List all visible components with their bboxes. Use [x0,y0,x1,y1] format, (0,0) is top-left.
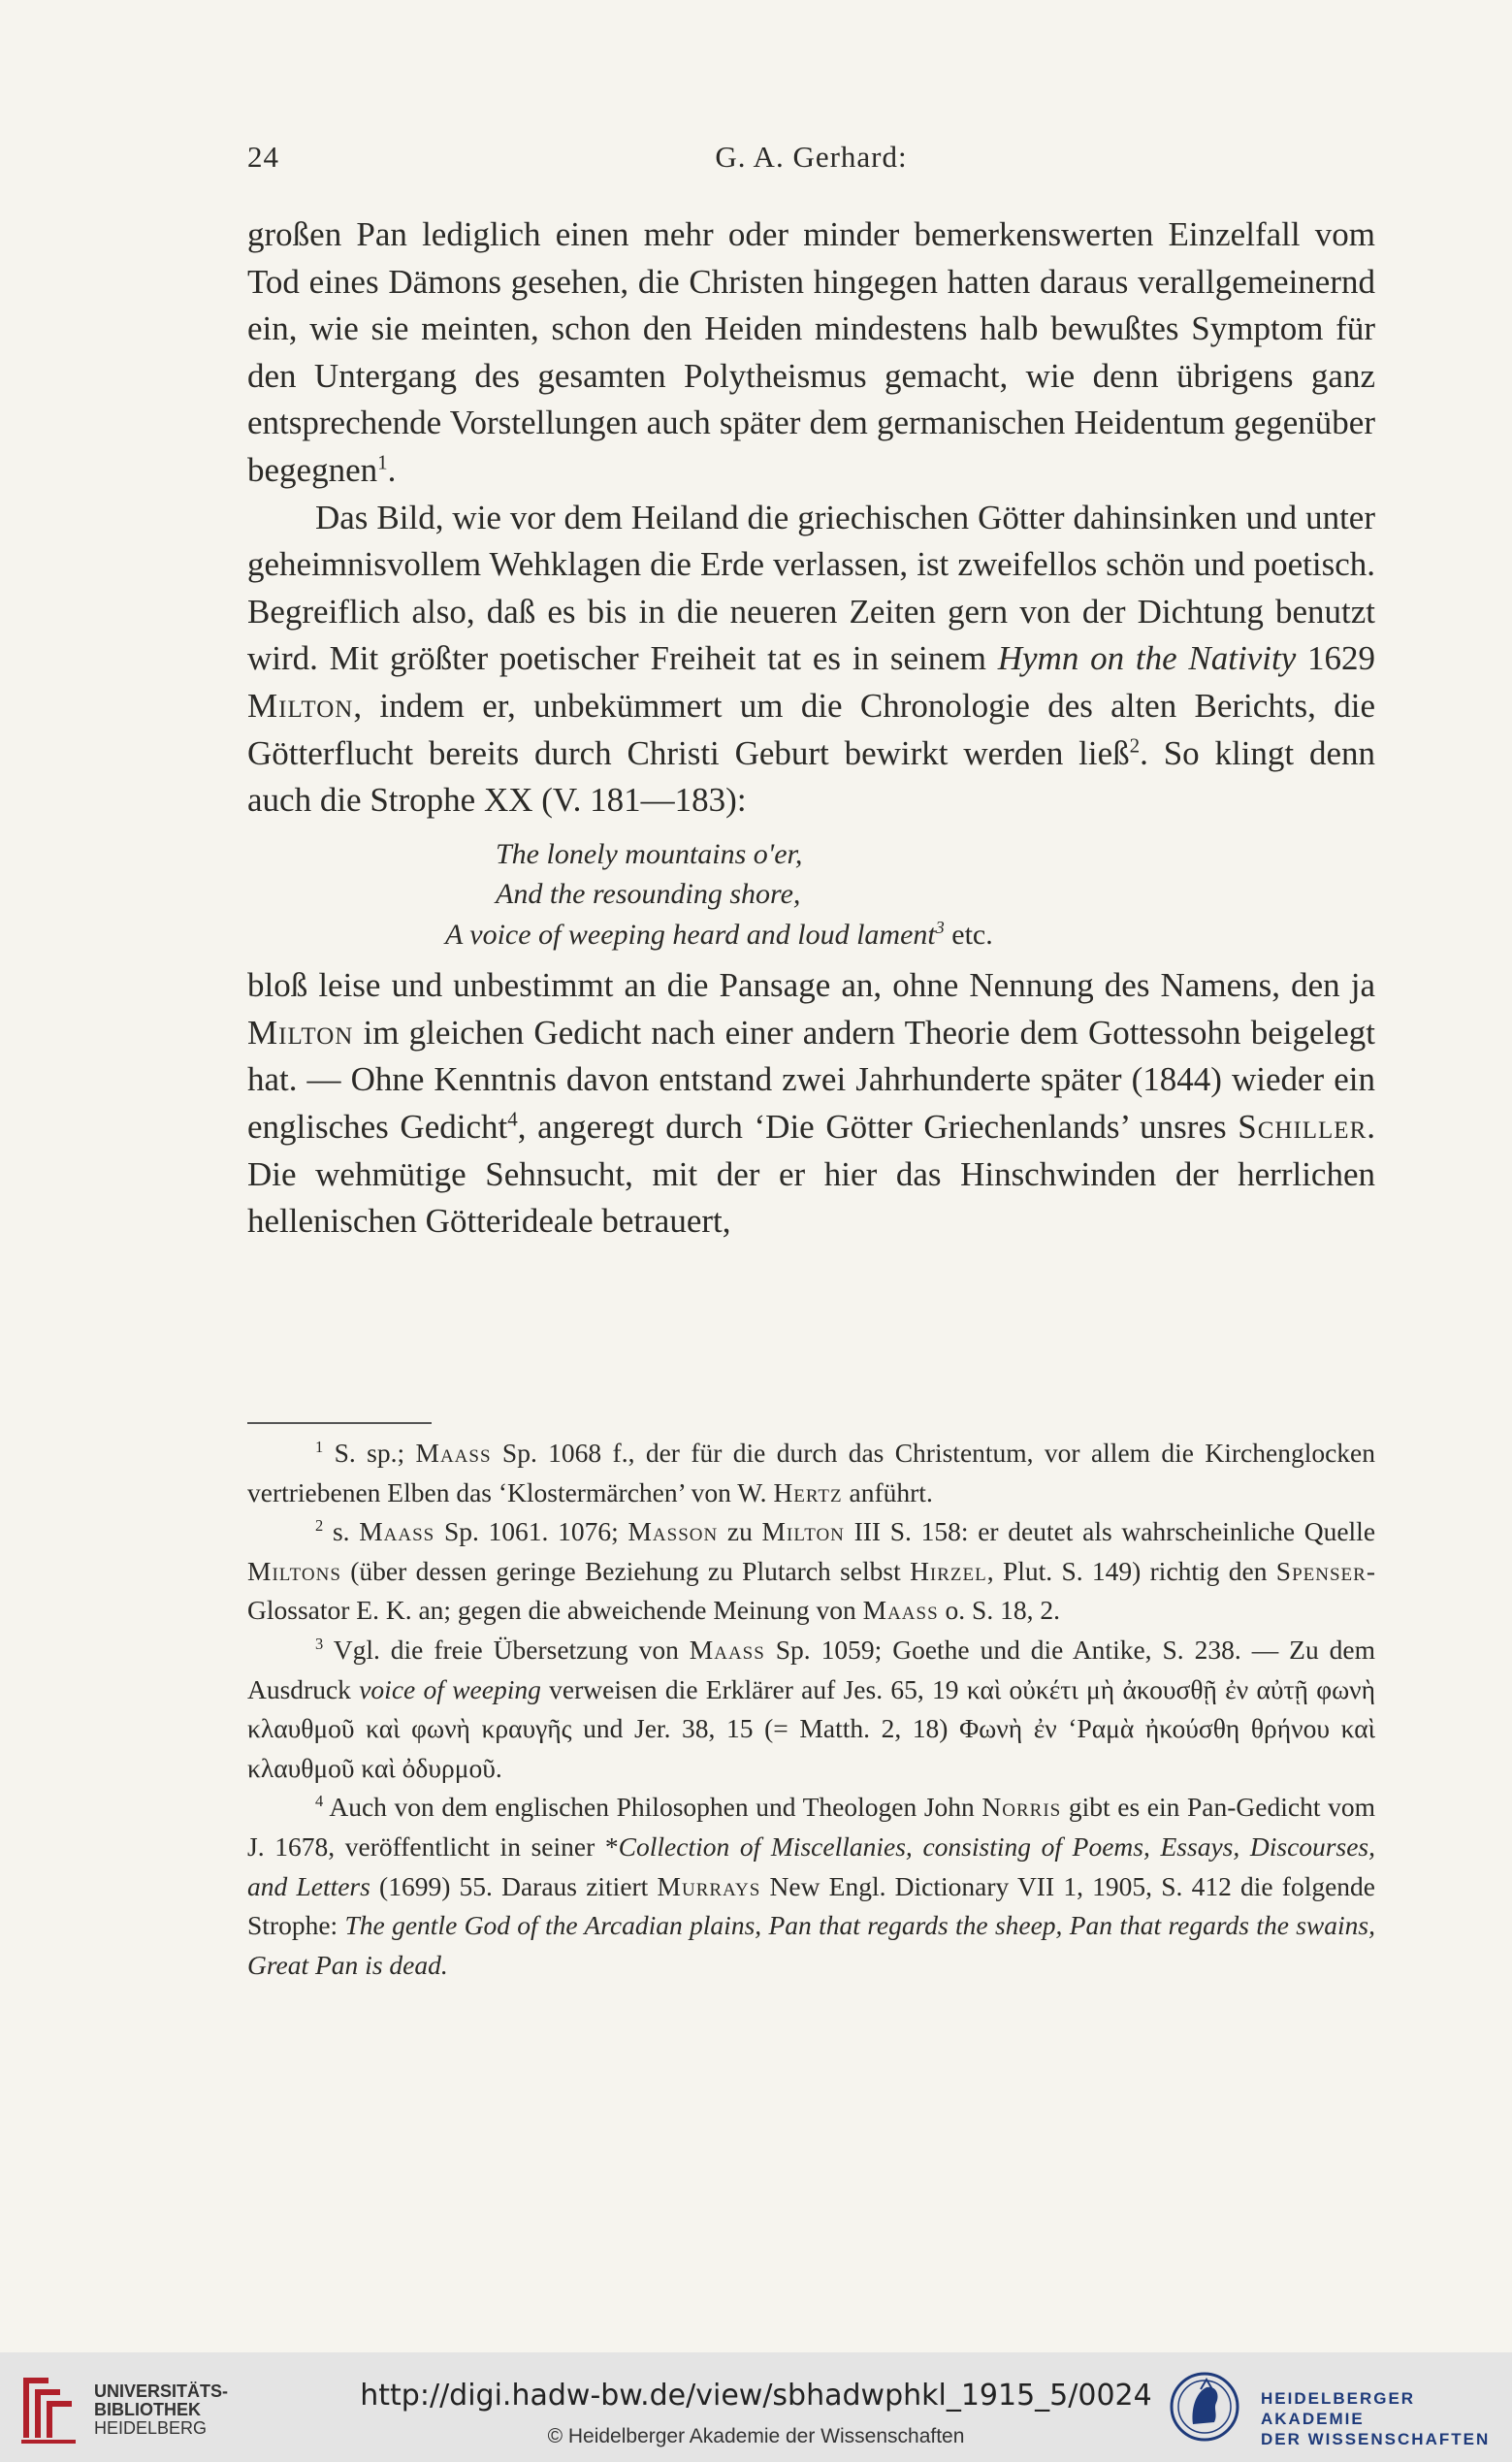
page-number: 24 [247,140,279,174]
author-name: Maass [689,1634,765,1665]
paragraph-3-text-a: bloß leise und unbestimmt an die Pansage an, ohne Nennung des Namens, den ja [247,966,1375,1005]
main-text [247,211,1375,1246]
footnote-3 [247,1631,1375,1788]
paragraph-3 [247,962,1375,1246]
footnote-number: 4 [315,1792,324,1811]
library-line-2: BIBLIOTHEK [94,2400,201,2419]
library-line-3: HEIDELBERG [94,2418,208,2438]
footnote-ref-2: 2 [1129,732,1141,757]
author-name-milton: Milton [247,1013,354,1052]
copyright-notice: © Heidelberger Akademie der Wissenschaften [547,2425,965,2447]
footnote-text: Sp. 1061. 1076; [434,1516,628,1547]
paragraph-1 [247,211,1375,495]
academy-name [1261,2388,1512,2449]
footnote-2 [247,1512,1375,1631]
academy-seal-icon[interactable] [1168,2364,1241,2449]
footnote-divider [247,1422,432,1424]
paragraph-2-text-b: 1629 [1296,639,1376,678]
footnote-text: anführt. [842,1476,933,1507]
verse-line-3-text: A voice of weeping heard and loud lament [445,918,936,951]
work-title-hymn: Hymn on the Nativity [997,639,1297,678]
library-line-1: UNIVERSITÄTS- [94,2381,229,2401]
author-name: Maass [862,1595,939,1626]
verse-line-3 [247,915,1375,956]
footnote-text: III S. 158: er deutet als wahrscheinliche Quelle [844,1516,1376,1547]
footnote-text: (über dessen geringe Beziehung zu Plutarch selbst [340,1555,911,1586]
work-title: Collection of Miscellanies, consisting of Poems, Essays, Discourses, and Letters [247,1830,1375,1901]
footnote-text: Vgl. die freie Übersetzung von [323,1634,690,1665]
footnote-ref-3: 3 [935,917,945,937]
footnote-ref-1: 1 [377,450,388,474]
paragraph-2-text-d: . So klingt denn auch die Strophe XX (V. 181—183): [247,733,1375,820]
academy-line-2: DER WISSENSCHAFTEN [1261,2430,1491,2448]
footnote-text: gibt es ein Pan-Gedicht vom J. 1678, veröffentlicht in seiner * [247,1792,1375,1862]
author-name: Milton [761,1516,845,1547]
quoted-verse: The gentle God of the Arcadian plains, Pan that regards the sheep, Pan that regards the swains, Great Pan is dead. [247,1910,1375,1980]
footnote-text: Sp. 1068 f., der für die durch das Christentum, vor allem die Kirchenglocken vertriebenen Elben das ‘Klostermärchen’ von W. [247,1438,1375,1507]
footnote-ref-4: 4 [507,1107,518,1131]
paragraph-3-text-c: , angeregt durch ‘Die Götter Griechenlands’ unsres [517,1108,1239,1146]
author-name: Murrays [657,1870,761,1901]
paragraph-1-text: großen Pan lediglich einen mehr oder minder bemerkenswerten Einzelfall vom Tod eines Dämons gesehen, die Christen hingegen hatten daraus verallgemeinernd ein, wie sie meinten, schon den Heiden mindestens halb bewußtes Symptom für den Untergang des gesamten Polytheismus gemacht, wie denn übrigens ganz entsprechende Vorstellungen auch später dem germanischen Heidentum gegenüber begegnen [247,215,1375,489]
paragraph-3-text-d: . Die wehmütige Sehnsucht, mit der er hier das Hinschwinden der herrlichen hellenischen Götterideale betrauert, [247,1108,1376,1241]
viewer-footer [0,2352,1512,2462]
footnote-text: S. sp.; [323,1438,416,1468]
verse-line-1: The lonely mountains o'er, [496,837,803,870]
page-header [247,140,1375,178]
footnote-1 [247,1434,1375,1512]
paragraph-2-text-c: , indem er, unbekümmert um die Chronologie des alten Berichts, die Götterflucht bereits durch Christi Geburt bewirkt werden ließ [247,686,1375,772]
footnote-text: s. [323,1516,360,1547]
footnote-text: New Engl. Dictionary VII 1, 1905, S. 412 die folgende Strophe: [247,1870,1376,1941]
footnote-text: Auch von dem englischen Philosophen und Theologen John [323,1792,982,1823]
footnotes [247,1434,1375,1985]
paragraph-2 [247,495,1375,825]
author-name: Spenser [1275,1555,1367,1586]
paragraph-1-end: . [387,450,397,489]
footnote-text: -Glossator E. K. an; gegen die abweichende Meinung von [247,1555,1375,1626]
author-name: Masson [627,1516,719,1547]
author-name: Maass [359,1516,435,1547]
author-name: Hertz [773,1476,843,1507]
footnote-number: 1 [315,1437,324,1456]
academy-line-1: HEIDELBERGER AKADEMIE [1261,2389,1416,2428]
footnote-4 [247,1788,1375,1985]
footnote-text: verweisen die Erklärer auf Jes. 65, 19 καὶ οὐκέτι μὴ ἀκουσθῇ ἐν αὐτῇ φωνὴ κλαυθμοῦ καὶ φωνὴ κραυγῆς und Jer. 38, 15 (= Matth. 2, 18) Φωνὴ ἐν ‘Ραμὰ ἠκούσθη θρήνου καὶ κλαυθμοῦ καὶ ὀδυρμοῦ. [247,1673,1375,1783]
quoted-expression: voice of weeping [359,1673,541,1704]
verse-etc: etc. [944,918,993,951]
footnote-text: o. S. 18, 2. [938,1595,1060,1626]
author-name: Miltons [247,1555,341,1586]
author-name-schiller: Schiller [1238,1108,1367,1146]
footnote-text: Sp. 1059; Goethe und die Antike, S. 238. — Zu dem Ausdruck [247,1634,1375,1704]
paragraph-2-text-a: Das Bild, wie vor dem Heiland die griechischen Götter dahinsinken und unter geheimnisvollem Wehklagen die Erde verlassen, ist zweifellos schön und poetisch. Begreiflich also, daß es bis in die neueren Zeiten gern von der Dichtung benutzt wird. Mit größter poetischer Freiheit tat es in seinem [247,498,1375,678]
verse-line-2: And the resounding shore, [496,878,801,911]
running-title: G. A. Gerhard: [715,140,908,174]
permalink-url[interactable]: http://digi.hadw-bw.de/view/sbhadwphkl_1915_5/0024 [360,2379,1152,2413]
footnote-number: 2 [315,1516,324,1536]
author-name: Norris [981,1792,1062,1823]
author-name-milton: Milton [247,686,354,725]
paragraph-3-text-b: im gleichen Gedicht nach einer andern Theorie dem Gottessohn beigelegt hat. — Ohne Kenntnis davon entstand zwei Jahrhunderte später (1844) wieder ein englisches Gedicht [247,1013,1375,1146]
author-name: Hirzel [910,1555,987,1586]
footnote-text: , Plut. S. 149) richtig den [986,1555,1276,1586]
footnote-text: (1699) 55. Daraus zitiert [370,1870,658,1901]
footnote-text: zu [718,1516,762,1547]
footnote-number: 3 [315,1634,324,1653]
verse-quote [247,834,1375,956]
author-name: Maass [415,1438,492,1468]
